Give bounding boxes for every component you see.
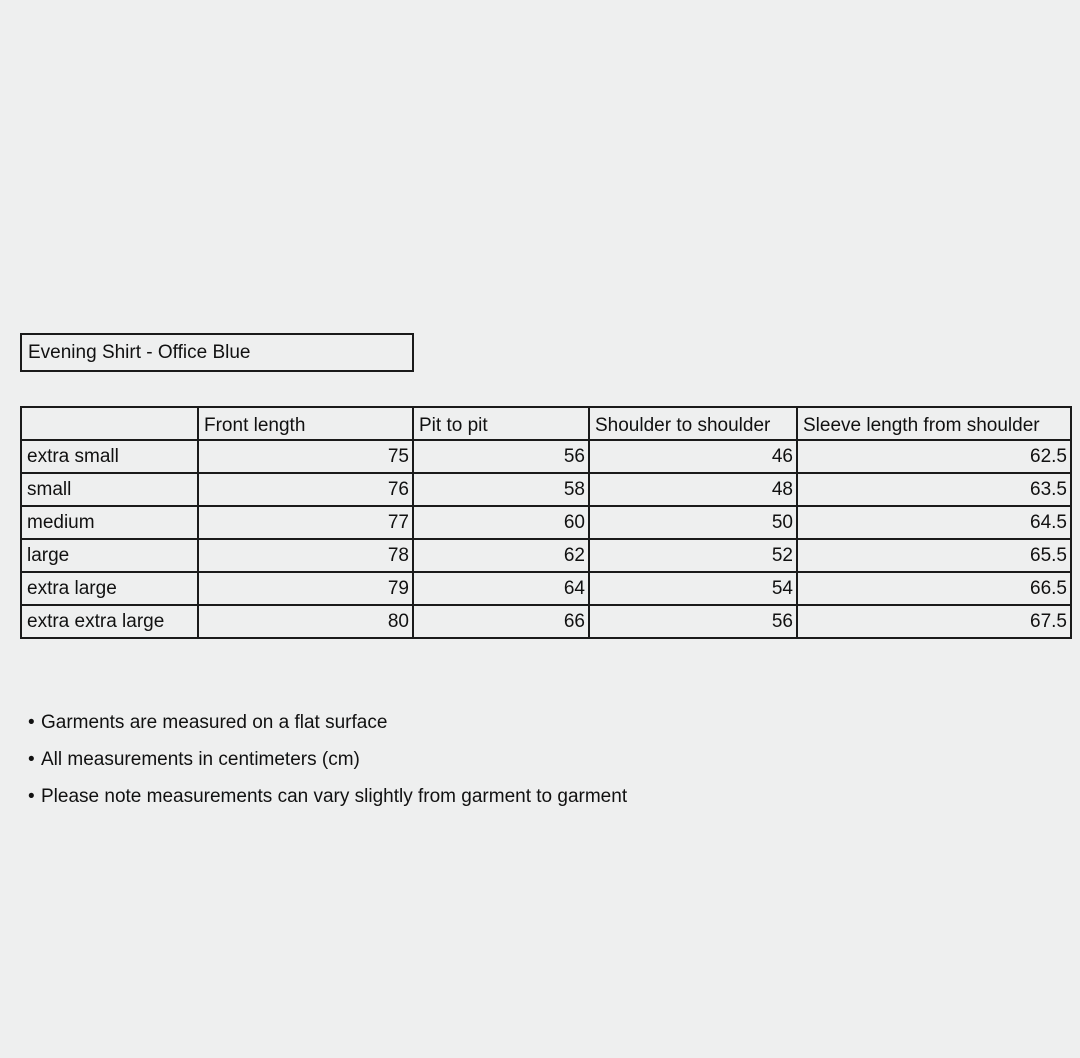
pit-to-pit-value: 60 [413,506,589,539]
pit-to-pit-value: 64 [413,572,589,605]
front-length-value: 77 [198,506,413,539]
front-length-value: 80 [198,605,413,638]
sleeve-length-value: 63.5 [797,473,1071,506]
pit-to-pit-value: 66 [413,605,589,638]
bullet-icon: • [28,749,35,770]
sleeve-length-value: 67.5 [797,605,1071,638]
note-item [28,745,627,782]
measurement-notes [28,708,627,819]
shoulder-to-shoulder-value: 54 [589,572,797,605]
table-row [21,506,1071,539]
header-sleeve-length: Sleeve length from shoulder [797,407,1071,440]
note-item [28,708,627,745]
front-length-value: 78 [198,539,413,572]
front-length-value: 75 [198,440,413,473]
shoulder-to-shoulder-value: 46 [589,440,797,473]
front-length-value: 79 [198,572,413,605]
header-front-length: Front length [198,407,413,440]
size-label: large [21,539,198,572]
size-label: medium [21,506,198,539]
sleeve-length-value: 65.5 [797,539,1071,572]
note-text: Garments are measured on a flat surface [41,712,388,733]
table-row [21,572,1071,605]
sleeve-length-value: 66.5 [797,572,1071,605]
header-size-corner [21,407,198,440]
sleeve-length-value: 62.5 [797,440,1071,473]
pit-to-pit-value: 56 [413,440,589,473]
bullet-icon: • [28,712,35,733]
shoulder-to-shoulder-value: 56 [589,605,797,638]
size-label: extra extra large [21,605,198,638]
size-label: extra large [21,572,198,605]
table-row [21,605,1071,638]
header-pit-to-pit: Pit to pit [413,407,589,440]
size-chart-table [20,406,1072,639]
sleeve-length-value: 64.5 [797,506,1071,539]
product-title: Evening Shirt - Office Blue [28,341,251,363]
note-item [28,782,627,819]
note-text: Please note measurements can vary slightly from garment to garment [41,786,628,807]
shoulder-to-shoulder-value: 48 [589,473,797,506]
bullet-icon: • [28,786,35,807]
note-text: All measurements in centimeters (cm) [41,749,360,770]
table-row [21,473,1071,506]
size-label: extra small [21,440,198,473]
table-header-row [21,407,1071,440]
pit-to-pit-value: 58 [413,473,589,506]
header-shoulder-to-shoulder: Shoulder to shoulder [589,407,797,440]
pit-to-pit-value: 62 [413,539,589,572]
shoulder-to-shoulder-value: 50 [589,506,797,539]
product-title-box [20,333,414,372]
shoulder-to-shoulder-value: 52 [589,539,797,572]
table-row [21,539,1071,572]
table-row [21,440,1071,473]
size-label: small [21,473,198,506]
front-length-value: 76 [198,473,413,506]
